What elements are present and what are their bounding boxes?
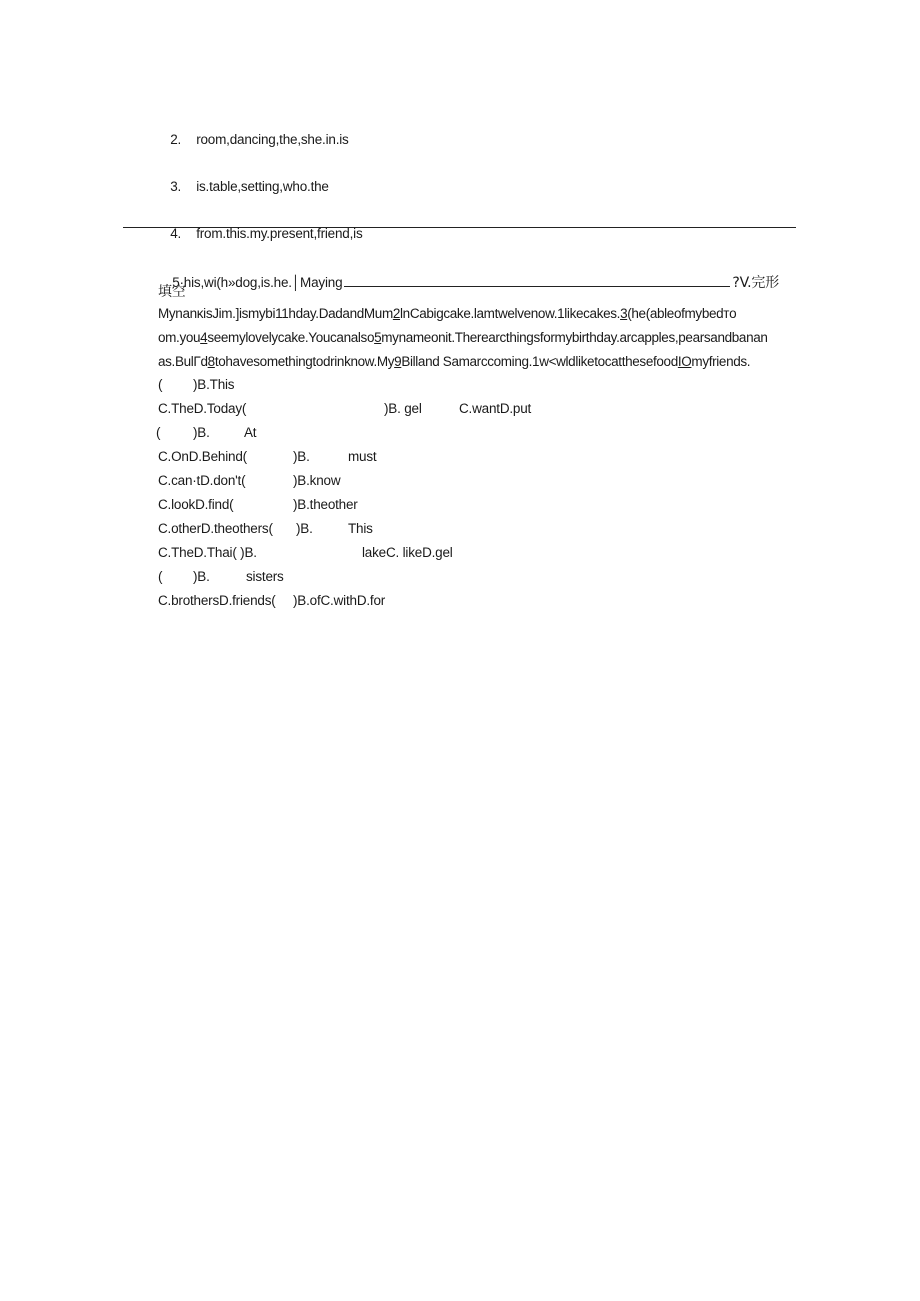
passage-row: as.BulΓd8tohavesomethingtodrinknow.My9Billand Samarccoming.1w<wldliketocatthesefoodIOmyfriends. xyxy=(158,354,751,369)
option-row: C.OnD.Behind( xyxy=(158,449,247,464)
item-number: 2. xyxy=(170,132,182,147)
option-row: ( xyxy=(158,377,163,392)
section-heading: ?V.完形 xyxy=(732,275,780,291)
item-text: 5·his,wi(h»dog,is.he.│Maying xyxy=(172,275,343,290)
reorder-item-5 xyxy=(158,257,779,307)
blank-number: 9 xyxy=(394,354,402,369)
item-text: is.table,setting,who.the xyxy=(196,179,329,194)
option-row: )B.theother xyxy=(293,497,358,512)
option-row: )B. gel xyxy=(384,401,422,416)
option-row: must xyxy=(348,449,377,464)
blank-number: 4 xyxy=(200,330,208,345)
item-text: room,dancing,the,she.in.is xyxy=(196,132,349,147)
option-row: )B. xyxy=(293,449,310,464)
reorder-item-4 xyxy=(156,211,363,256)
section-heading-continued: 填空 xyxy=(158,284,186,300)
blank-number: 2 xyxy=(392,306,401,321)
blank-number: 8 xyxy=(207,354,215,369)
cloze-passage xyxy=(158,302,794,374)
option-row: This xyxy=(348,521,373,536)
passage-row: MynanκisJim.]ismybi11hday.DadandMum2lnCabigcake.lamtwelvenow.1likecakes.3(he(ableofmybedтo xyxy=(158,306,737,321)
option-row: C.TheD.Today( xyxy=(158,401,247,416)
option-row: At xyxy=(244,425,257,440)
option-row: sisters xyxy=(246,569,284,584)
answer-blank[interactable] xyxy=(344,274,730,287)
option-row: ( xyxy=(156,425,161,440)
option-row: )B. xyxy=(296,521,313,536)
option-row: )B.ofC.withD.for xyxy=(293,593,386,608)
item-number: 4. xyxy=(170,226,182,241)
reorder-item-3 xyxy=(156,164,329,209)
option-row: C.lookD.find( xyxy=(158,497,234,512)
option-row: lakeC. likeD.gel xyxy=(362,545,453,560)
option-row: )B.know xyxy=(293,473,341,488)
option-row: )B.This xyxy=(193,377,235,392)
option-row: C.brothersD.friends( xyxy=(158,593,276,608)
blank-number: 5 xyxy=(374,330,382,345)
option-row: C.wantD.put xyxy=(459,401,532,416)
item-text: from.this.my.present,friend,is xyxy=(196,226,363,241)
option-row: )B. xyxy=(193,425,210,440)
option-row: C.otherD.theothers( xyxy=(158,521,273,536)
reorder-item-2 xyxy=(156,117,349,162)
option-row: C.TheD.Thai( )B. xyxy=(158,545,257,560)
answer-rule xyxy=(123,227,796,228)
option-row: C.can·tD.don't( xyxy=(158,473,246,488)
blank-number: 3 xyxy=(620,306,628,321)
passage-row: om.you4seemylovelycake.Youcanalso5mynameonit.Therearcthingsformybirthday.arcapples,pearsandbanan xyxy=(158,330,768,345)
blank-number: IO xyxy=(677,354,692,369)
item-number: 3. xyxy=(170,179,182,194)
option-row: )B. xyxy=(193,569,210,584)
option-row: ( xyxy=(158,569,163,584)
